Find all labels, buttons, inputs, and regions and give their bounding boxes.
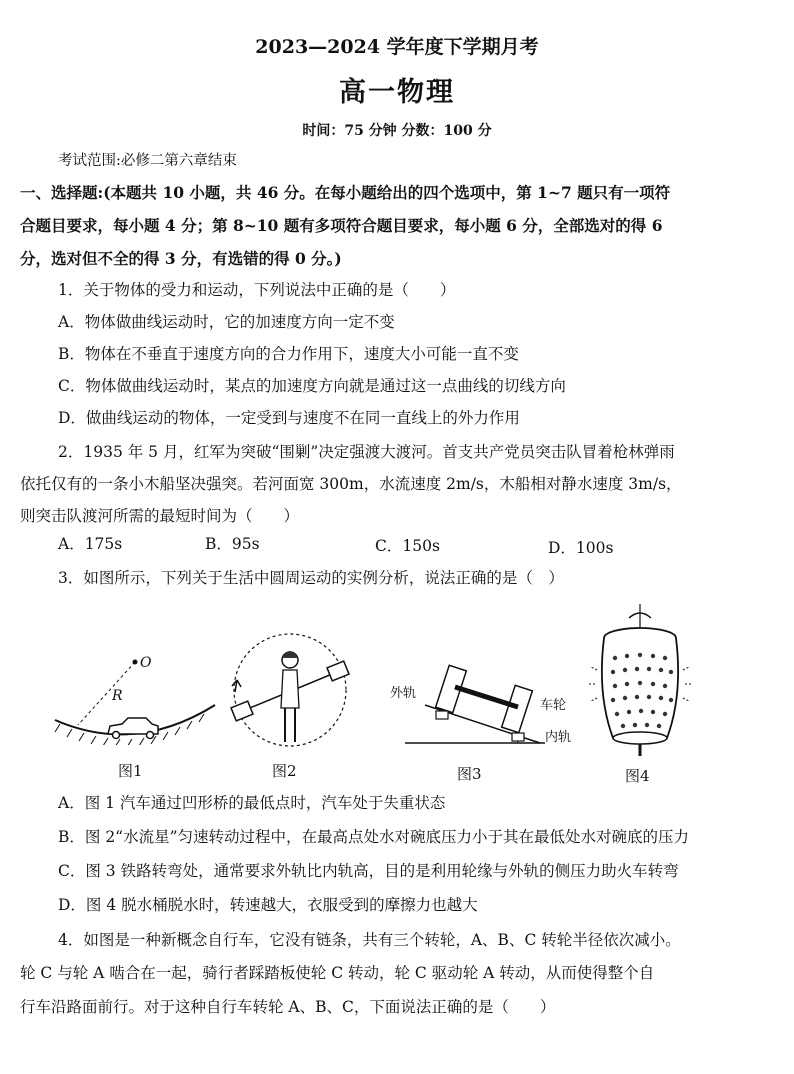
figure-1-concave-bridge: [50, 650, 225, 745]
option-d: D．图 4 脱水桶脱水时，转速越大，衣服受到的摩擦力也越大: [58, 896, 478, 914]
section1-line: 分，选对但不全的得 3 分，有选错的得 0 分。): [20, 249, 342, 268]
figure-2-water-meteor: [225, 630, 355, 755]
figure-3-railway: [400, 655, 550, 750]
rail-inner: [512, 733, 524, 741]
fig3-label: 图3: [457, 765, 482, 783]
bowl-right: [327, 661, 349, 681]
exam-meta: 时间：75 分钟 分数：100 分: [302, 123, 492, 139]
fig4-label: 图4: [625, 767, 650, 785]
fig1-radius-label: R: [112, 688, 123, 704]
fig3-wheel-label: 车轮: [540, 698, 567, 713]
question-stem: 1．关于物体的受力和运动，下列说法中正确的是（ ）: [58, 281, 456, 299]
drum-bottom: [613, 732, 667, 744]
question-line: 依托仅有的一条小木船坚决强突。若河面宽 300m，水流速度 2m/s，木船相对静水速度 3m/s，: [20, 475, 682, 493]
rail-outer: [436, 711, 448, 719]
option-b: B．95s: [205, 535, 260, 553]
figure-4-spin-dryer: [585, 600, 695, 760]
option-d: D．做曲线运动的物体，一定受到与速度不在同一直线上的外力作用: [58, 409, 520, 427]
fig3-outer-label: 外轨: [390, 686, 417, 701]
water-spray-right: [683, 667, 692, 701]
person-icon: [281, 651, 299, 742]
fig1-point-label: O: [140, 655, 152, 671]
section1-line: 合题目要求，每小题 4 分；第 8~10 题有多项符合题目要求，每小题 6 分，全部选对的得 6: [20, 216, 663, 235]
axle-line: [455, 687, 518, 707]
option-a: A．图 1 汽车通过凹形桥的最低点时，汽车处于失重状态: [58, 794, 446, 812]
fig3-inner-label: 内轨: [545, 730, 572, 745]
question-line: 2．1935 年 5 月，红军为突破“围剿”决定强渡大渡河。首支共产党员突击队冒着枪林弹雨: [58, 443, 675, 461]
option-a: A．物体做曲线运动时，它的加速度方向一定不变: [58, 313, 395, 331]
question-line: 轮 C 与轮 A 啮合在一起，骑行者踩踏板使轮 C 转动，轮 C 驱动轮 A 转动，从而使得整个自: [20, 964, 655, 982]
option-b: B．物体在不垂直于速度方向的合力作用下，速度大小可能一直不变: [58, 345, 519, 363]
option-b: B．图 2“水流星”匀速转动过程中，在最高点处水对碗底压力小于其在最低处水对碗底的压力: [58, 828, 690, 846]
subject-title: 高一物理: [339, 77, 455, 108]
bowl-left: [231, 701, 253, 721]
center-point: [133, 660, 138, 665]
fig1-label: 图1: [118, 762, 143, 780]
option-c: C．150s: [375, 537, 440, 555]
question-line: 则突击队渡河所需的最短时间为（ ）: [20, 507, 300, 525]
exam-title: 2023—2024 学年度下学期月考: [255, 36, 539, 58]
section1-line: 一、选择题:(本题共 10 小题，共 46 分。在每小题给出的四个选项中，第 1~7 题只有一项符: [20, 183, 671, 202]
car-icon: [108, 718, 158, 739]
question-stem: 3．如图所示，下列关于生活中圆周运动的实例分析，说法正确的是（ ）: [58, 569, 564, 587]
option-c: C．图 3 铁路转弯处，通常要求外轨比内轨高，目的是利用轮缘与外轨的侧压力助火车转弯: [58, 862, 679, 880]
option-d: D．100s: [548, 539, 614, 557]
option-c: C．物体做曲线运动时，某点的加速度方向就是通过这一点曲线的切线方向: [58, 377, 566, 395]
fig2-label: 图2: [272, 762, 297, 780]
question-line: 4．如图是一种新概念自行车，它没有链条，共有三个转轮，A、B、C 转轮半径依次减小。: [58, 931, 681, 949]
exam-scope: 考试范围:必修二第六章结束: [58, 153, 237, 169]
direction-arrow: [232, 680, 241, 692]
radius-line: [78, 662, 135, 725]
option-a: A．175s: [58, 535, 123, 553]
question-line: 行车沿路面前行。对于这种自行车转轮 A、B、C，下面说法正确的是（ ）: [20, 998, 556, 1016]
water-spray-left: [588, 667, 597, 701]
